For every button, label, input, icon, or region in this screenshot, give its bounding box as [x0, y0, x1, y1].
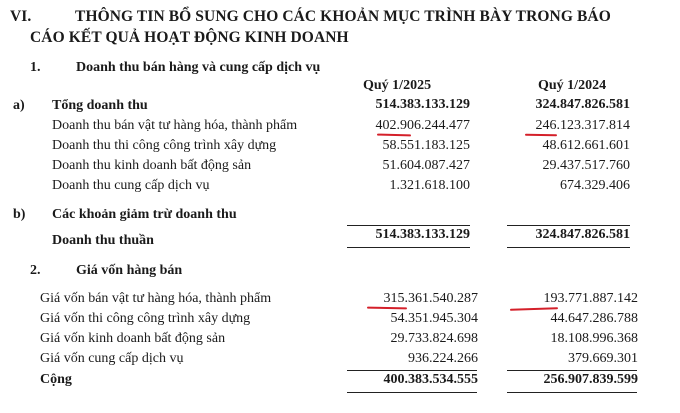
cogs-row-2025: 29.733.824.698 [390, 331, 478, 346]
net-rule-bottom-2025 [347, 247, 470, 248]
cogs-row-2024: 18.108.996.368 [550, 331, 638, 346]
cogs-row-2024: 44.647.286.788 [550, 311, 638, 326]
revenue-row-2024: 48.612.661.601 [542, 138, 630, 153]
heading-roman: VI. [10, 8, 32, 25]
total-rule-2025 [347, 370, 477, 371]
heading-line1: THÔNG TIN BỔ SUNG CHO CÁC KHOẢN MỤC TRÌNH BÀY TRONG BÁO [75, 8, 611, 25]
red-underline-revenue-2025 [377, 134, 411, 137]
red-underline-cogs-2025 [367, 307, 407, 310]
revenue-row-label: Doanh thu thi công công trình xây dựng [52, 138, 277, 153]
revenue-row-2025: 58.551.183.125 [382, 138, 470, 153]
a-total-2025: 514.383.133.129 [375, 97, 470, 112]
net-rule-2024 [507, 225, 630, 226]
revenue-row-2024: 29.437.517.760 [542, 158, 630, 173]
cogs-row-label: Giá vốn kinh doanh bất động sản [40, 331, 226, 346]
cogs-row-label: Giá vốn thi công công trình xây dựng [40, 311, 251, 326]
section1-title: Doanh thu bán hàng và cung cấp dịch vụ [76, 60, 321, 75]
revenue-row-2024: 246.123.317.814 [535, 118, 630, 133]
column-header-2025: Quý 1/2025 [363, 78, 432, 93]
section2-title: Giá vốn hàng bán [76, 263, 183, 278]
total-rule-bottom-2025 [347, 392, 477, 393]
cogs-row-label: Giá vốn cung cấp dịch vụ [40, 351, 184, 366]
a-label: a) [13, 98, 25, 113]
section1-number: 1. [30, 60, 41, 75]
b-title: Các khoản giảm trừ doanh thu [52, 207, 237, 222]
revenue-row-label: Doanh thu bán vật tư hàng hóa, thành phẩm [52, 118, 298, 133]
revenue-row-2024: 674.329.406 [560, 178, 630, 193]
total-2024: 256.907.839.599 [543, 372, 638, 387]
total-2025: 400.383.534.555 [383, 372, 478, 387]
b-label: b) [13, 207, 26, 222]
total-title: Cộng [40, 372, 72, 387]
cogs-row-label: Giá vốn bán vật tư hàng hóa, thành phẩm [40, 291, 272, 306]
cogs-row-2025: 936.224.266 [408, 351, 478, 366]
revenue-row-2025: 402.906.244.477 [375, 118, 470, 133]
cogs-row-2024: 379.669.301 [568, 351, 638, 366]
net-2024: 324.847.826.581 [535, 227, 630, 242]
net-title: Doanh thu thuần [52, 233, 154, 248]
a-total-2024: 324.847.826.581 [535, 97, 630, 112]
revenue-row-label: Doanh thu cung cấp dịch vụ [52, 178, 210, 193]
net-rule-2025 [347, 225, 470, 226]
total-rule-2024 [507, 370, 637, 371]
revenue-row-2025: 51.604.087.427 [382, 158, 470, 173]
revenue-row-2025: 1.321.618.100 [389, 178, 470, 193]
a-title: Tổng doanh thu [52, 98, 148, 113]
cogs-row-2025: 54.351.945.304 [390, 311, 478, 326]
net-rule-bottom-2024 [507, 247, 630, 248]
revenue-row-label: Doanh thu kinh doanh bất động sản [52, 158, 252, 173]
cogs-row-2024: 193.771.887.142 [543, 291, 638, 306]
section2-number: 2. [30, 263, 41, 278]
cogs-row-2025: 315.361.540.287 [383, 291, 478, 306]
net-2025: 514.383.133.129 [375, 227, 470, 242]
column-header-2024: Quý 1/2024 [538, 78, 607, 93]
red-underline-revenue-2024 [525, 134, 557, 137]
total-rule-bottom-2024 [507, 392, 637, 393]
heading-line2: CÁO KẾT QUẢ HOẠT ĐỘNG KINH DOANH [30, 29, 349, 46]
